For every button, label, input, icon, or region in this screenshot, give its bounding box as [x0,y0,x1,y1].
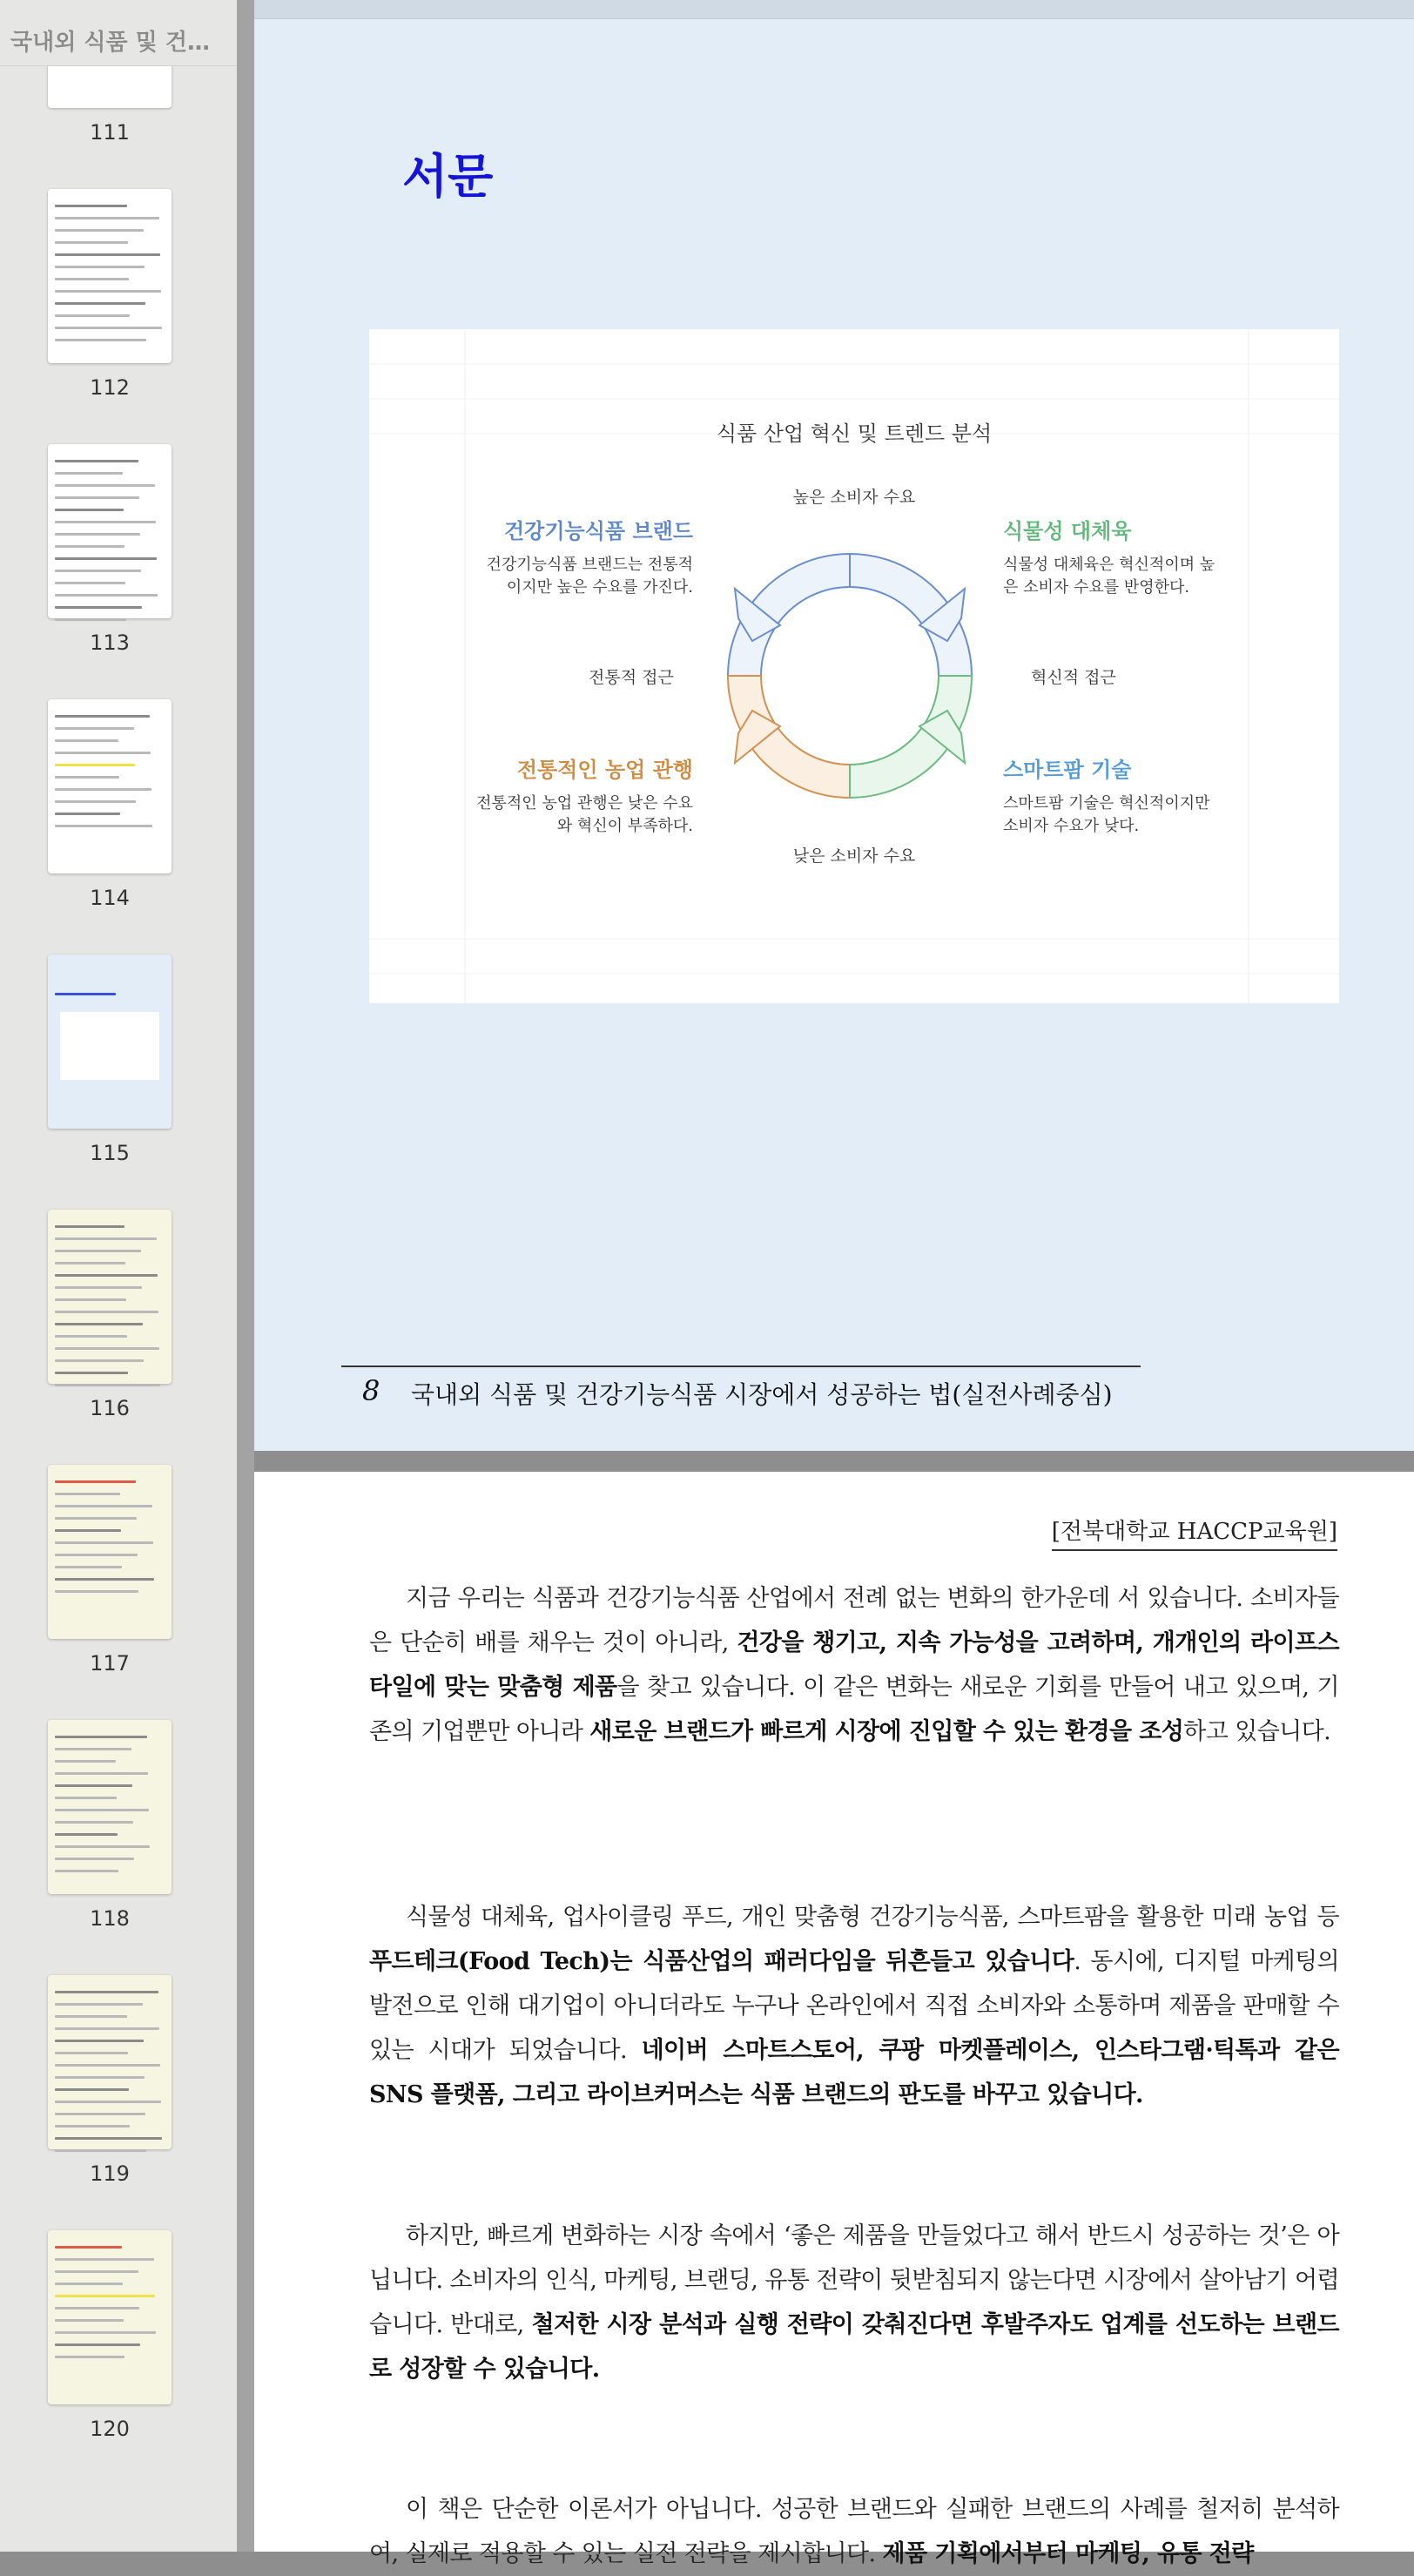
emphasis-text: 철저한 시장 분석과 실행 전략이 갖춰진다면 후발주자도 업계를 선도하는 브랜드로 성장할 수 있습니다. [369,2311,1340,2383]
thumb-line [55,788,152,791]
thumb-line [55,2331,156,2334]
thumb-line [55,509,124,511]
page-thumbnail-number: 120 [90,2417,130,2441]
body-paragraph [369,1576,1339,1754]
page-thumbnail-number: 119 [90,2161,130,2186]
emphasis-text: 새로운 브랜드가 빠르게 시장에 진입할 수 있는 환경을 조성 [589,1718,1184,1745]
thumb-line [55,2258,154,2261]
thumb-line [55,253,160,256]
thumb-line [55,2052,128,2054]
body-text: 식물성 대체육, 업사이클링 푸드, 개인 맞춤형 건강기능식품, 스마트팜을 활용한 미래 농업 등 [406,1904,1339,1931]
thumb-line [55,1505,152,1507]
thumb-line [55,1323,143,1325]
page-thumbnail-number: 111 [90,120,130,145]
document-page [254,0,1414,1451]
thumb-line [55,2076,145,2079]
thumb-line [55,1225,125,1228]
thumb-line [55,1858,134,1860]
thumb-line [55,545,125,548]
thumb-line [55,1590,138,1593]
thumb-line [55,217,159,219]
thumb-line [55,521,156,523]
thumb-line [55,1335,127,1338]
page-thumbnail-number: 112 [90,375,130,400]
page-thumbnail-sidebar[interactable] [0,0,237,2552]
thumb-line [55,1870,118,1872]
thumb-line [55,825,152,827]
thumb-line [55,1748,131,1750]
thumb-line [55,266,145,268]
thumb-line [55,2149,146,2152]
thumb-line [55,1298,126,1301]
thumb-line [55,1760,116,1763]
page-thumbnail[interactable] [48,2230,172,2404]
thumb-line [55,2088,129,2091]
thumb-line [55,606,142,609]
page-header-strip [254,0,1414,19]
thumb-line [55,727,134,730]
thumb-line [55,205,127,207]
thumb-line [55,2246,122,2249]
thumb-line [55,2283,123,2285]
body-text: 이 책은 단순한 이론서가 아닙니다. 성공한 브랜드와 실패한 브랜드의 사례를 철저히 분석하여, 실제로 적용할 수 있는 실전 전략을 제시합니다. [369,2496,1339,2567]
thumb-line [55,1493,120,1495]
page-thumbnail-number: 113 [90,631,130,655]
section-title: 서문 [402,149,494,204]
thumb-line [55,1784,132,1787]
emphasis-text: 푸드테크(Food Tech)는 식품산업의 패러다임을 뒤흔들고 있습니다 [369,1948,1074,1975]
page-thumbnail-number: 117 [90,1651,130,1676]
sidebar-scrollbar[interactable] [237,0,254,2552]
body-text: . 동시에, 디지털 마케팅의 발전으로 인해 대기업이 아니더라도 누구나 온라인에서 직접 소비자와 소통하며 제품을 판매할 수 있는 시대가 되었습니다. [369,1948,1339,2064]
quadrant-desc-traditional-farming: 전통적인 농업 관행은 낮은 수요와 혁신이 부족하다. [476,794,693,835]
thumb-line [55,533,140,536]
body-paragraph [369,2214,1339,2391]
body-text: 하지만, 빠르게 변화하는 시장 속에서 ‘좋은 제품을 만들었다고 해서 반드시 성공하는 것’은 아닙니다. 소비자의 인식, 마케팅, 브랜딩, 유통 전략이 뒷받침되지 않는다면 시장에서 살아남기 어렵습니다. 반대로, [369,2222,1339,2338]
page-gap [254,1451,1414,1472]
thumb-line [55,2343,140,2346]
thumb-line [55,776,119,779]
thumb-line [55,241,128,244]
thumb-line [55,2270,138,2273]
thumb-line [55,1237,157,1240]
thumb-line [55,1797,117,1799]
thumb-line [55,484,155,487]
emphasis-text: 네이버 스마트스토어, 쿠팡 마켓플레이스, 인스타그램·틱톡과 같은 SNS 플랫폼, 그리고 라이브커머스는 식품 브랜드의 판도를 바꾸고 있습니다. [369,2037,1339,2108]
quadrant-title-smart-farm: 스마트팜 기술 [1003,758,1132,782]
body-text: 하고 있습니다. [1183,1718,1331,1745]
thumb-line [55,1517,137,1520]
thumb-line [55,752,151,754]
thumb-line [55,2027,159,2030]
thumb-line [55,460,138,462]
quadrant-title-plant-meat: 식물성 대체육 [1003,519,1132,543]
page-thumbnail[interactable] [48,1210,172,1384]
thumb-line [55,1991,158,1993]
thumb-line [55,1845,150,1848]
document-page [254,1472,1414,2567]
thumb-diagram [60,1012,159,1080]
thumb-line [55,278,129,280]
thumb-line [55,339,146,341]
emphasis-text: 건강을 챙기고, 지속 가능성을 고려하며, 개개인의 라이프스타일에 맞는 맞춤형 제품 [369,1629,1339,1701]
thumb-line [55,1262,125,1264]
axis-label-right: 혁신적 접근 [1031,668,1116,687]
thumb-line [55,472,123,475]
thumb-line [55,290,161,293]
thumb-line [55,2101,161,2103]
thumb-line [55,2137,162,2140]
axis-label-bottom: 낮은 소비자 수요 [792,846,916,866]
axis-label-top: 높은 소비자 수요 [792,488,916,507]
thumb-line [55,813,120,815]
thumb-line [55,1529,121,1532]
thumb-line [55,1541,153,1544]
thumb-line [55,1274,158,1277]
body-paragraph [369,2487,1339,2576]
page-thumbnail[interactable] [48,1975,172,2149]
thumb-line [55,2015,127,2018]
thumb-line [55,496,139,499]
footer-divider [341,1366,1141,1367]
page-thumbnail-number: 116 [90,1396,130,1420]
page-number: 8 [362,1374,380,1407]
thumb-line [55,1384,160,1386]
thumb-line [55,739,118,742]
thumb-line [55,229,144,232]
thumb-line [55,1821,133,1824]
thumb-line [55,582,125,584]
thumb-line [55,1480,136,1483]
thumb-line [55,1554,138,1556]
thumb-line [55,1359,144,1362]
thumb-line [55,594,158,597]
axis-label-left: 전통적 접근 [589,668,674,687]
body-text: 지금 우리는 식품과 건강기능식품 산업에서 전례 없는 변화의 한가운데 서 있습니다. 소비자들은 단순히 배를 채우는 것이 아니라, [369,1585,1339,1656]
thumb-line [55,800,136,803]
quadrant-desc-health-brand: 건강기능식품 브랜드는 전통적이지만 높은 수요를 가진다. [486,556,693,597]
thumb-line [55,2307,139,2310]
thumb-line [55,1772,148,1775]
thumb-line [55,2356,125,2358]
thumb-line [55,2125,130,2128]
thumb-line [55,302,145,305]
thumb-line [55,618,126,621]
thumb-line [55,1347,159,1350]
thumb-line [55,1833,118,1836]
thumb-line [55,1311,158,1313]
thumb-line [55,1578,154,1581]
thumb-line [55,2064,160,2067]
quadrant-desc-plant-meat: 식물성 대체육은 혁신적이며 높은 소비자 수요를 반영한다. [1003,556,1215,597]
page-thumbnail-number: 115 [90,1141,130,1165]
thumb-line [55,1250,141,1252]
page-thumbnail[interactable] [48,954,172,1129]
footer-book-title: 국내외 식품 및 건강기능식품 시장에서 성공하는 법(실전사례중심) [411,1380,1113,1409]
thumb-line [55,2113,145,2115]
thumb-line [55,1736,147,1738]
page-thumbnail[interactable] [48,699,172,873]
thumb-line [55,715,150,718]
body-text: 을 찾고 있습니다. 이 같은 변화는 새로운 기회를 만들어 내고 있으며, 기존의 기업뿐만 아니라 [369,1674,1339,1745]
page-thumbnail-number: 118 [90,1906,130,1931]
trend-diagram [369,329,1339,1003]
thumb-line [55,1286,142,1289]
thumb-line [55,2319,124,2322]
body-paragraph [369,1895,1339,2117]
emphasis-text: 제품 기획에서부터 마케팅, 유통 전략 [882,2540,1254,2567]
page-thumbnail-number: 114 [90,886,130,910]
thumb-line [55,1809,149,1811]
page-thumbnail[interactable] [48,444,172,618]
diagram-title: 식품 산업 혁신 및 트렌드 분석 [716,421,993,446]
document-title: 국내외 식품 및 건… [0,0,237,66]
thumb-line [55,2040,144,2042]
thumb-line [55,557,157,560]
thumb-line [55,327,162,329]
page-thumbnail[interactable] [48,1465,172,1639]
thumb-line [55,1566,122,1568]
thumb-line [55,2003,143,2006]
page-thumbnail[interactable] [48,1720,172,1894]
quadrant-title-health-brand: 건강기능식품 브랜드 [503,519,693,543]
thumb-line [55,1372,128,1374]
thumb-line [55,993,116,995]
quadrant-title-traditional-farming: 전통적인 농업 관행 [516,758,693,782]
header-institution-label: [전북대학교 HACCP교육원] [1052,1514,1337,1551]
document-viewer[interactable] [254,0,1414,2567]
thumb-line [55,570,141,572]
quadrant-desc-smart-farm: 스마트팜 기술은 혁신적이지만 소비자 수요가 낮다. [1003,794,1210,835]
thumb-line [55,314,130,317]
thumb-line [55,764,135,766]
thumb-line [55,2295,155,2297]
page-thumbnail[interactable] [48,189,172,363]
